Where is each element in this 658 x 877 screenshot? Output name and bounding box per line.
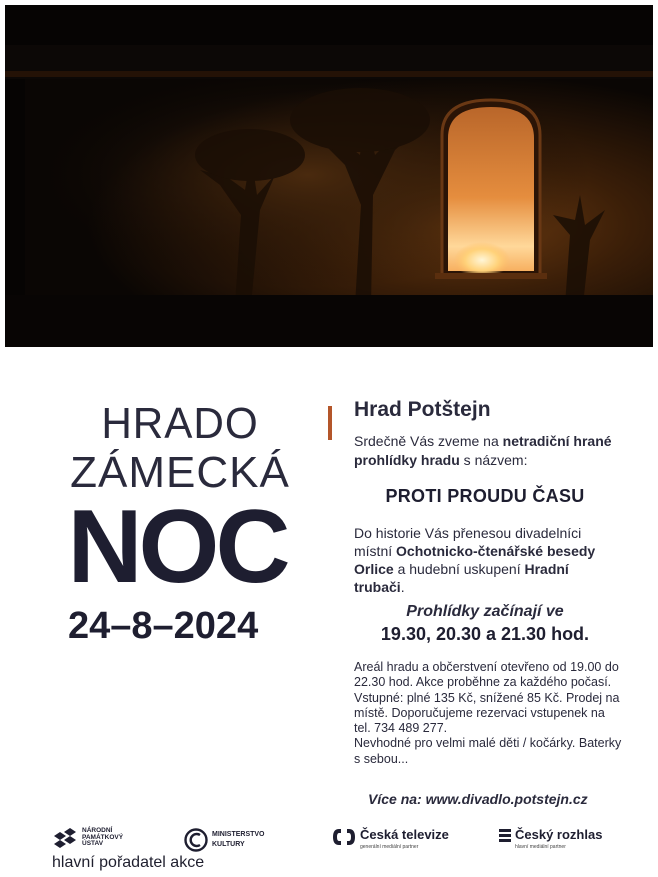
npu-name-3: ÚSTAV <box>82 840 104 847</box>
cr-sub: hlavní mediální partner <box>515 844 566 850</box>
ct-name: Česká televize <box>360 827 449 842</box>
npu-name-1: NÁRODNÍ <box>82 827 113 834</box>
cr-name: Český rozhlas <box>515 827 603 842</box>
ct-sub: generální mediální partner <box>360 844 419 850</box>
tours-lead: Prohlídky začínají ve <box>406 603 564 620</box>
event-title <box>60 399 300 605</box>
mk-name-2: KULTURY <box>212 841 245 848</box>
ct-mark-icon <box>332 828 356 846</box>
artists-post: . <box>400 579 405 595</box>
info-tickets: Vstupné: plné 135 Kč, snížené 85 Kč. Prodej na místě. Doporučujeme rezervaci vstupenek na tel. 734 489 277. <box>354 690 620 736</box>
invite-bold: netradiční hrané prohlídky hradu <box>354 433 612 468</box>
title-line-zamecka: ZÁMECKÁ <box>70 448 290 497</box>
npu-mark-icon <box>52 828 78 848</box>
event-date: 24–8–2024 <box>68 605 259 647</box>
info-notes: Nevhodné pro velmi malé děti / kočárky. Baterky s sebou... <box>354 736 622 766</box>
ministry-emblem-icon <box>184 828 208 852</box>
artists-group: Ochotnicko-čtenářské besedy Orlice <box>354 543 596 577</box>
show-title: PROTI PROUDU ČASU <box>385 486 585 506</box>
npu-sub: hlavní pořadatel akce <box>52 854 205 871</box>
invite-text <box>354 432 624 470</box>
mk-logo <box>184 828 265 864</box>
artists-text <box>354 524 618 596</box>
invite-pre: Srdečně Vás zveme na <box>354 433 503 449</box>
title-line-noc: NOC <box>67 489 287 605</box>
tours-times: 19.30, 20.30 a 21.30 hod. <box>380 624 590 644</box>
practical-info <box>354 660 624 767</box>
accent-bar <box>328 406 332 440</box>
mk-name-1: MINISTERSTVO <box>212 831 265 838</box>
venue-name: Hrad Potštejn <box>354 398 491 421</box>
night-lantern-illustration <box>5 5 653 347</box>
title-line-hrado: HRADO <box>101 399 259 448</box>
artists-mid: a hudební uskupení <box>393 561 525 577</box>
ct-logo <box>332 828 449 864</box>
cr-logo <box>498 828 602 864</box>
npu-name-2: PAMÁTKOVÝ <box>82 833 124 841</box>
info-opening: Areál hradu a občerstvení otevřeno od 19.00 do 22.30 hod. Akce proběhne za každého počasí. <box>354 660 619 690</box>
artists-band: Hradní trubači <box>354 561 569 595</box>
invite-post: s názvem: <box>459 452 528 468</box>
cr-mark-icon <box>498 828 512 844</box>
website-link[interactable]: Více na: www.divadlo.potstejn.cz <box>368 791 588 807</box>
partner-logos <box>0 827 658 871</box>
artists-pre: Do historie Vás přenesou divadelníci místní <box>354 525 582 559</box>
hero-photo <box>5 5 653 347</box>
invitation-block <box>354 398 624 470</box>
